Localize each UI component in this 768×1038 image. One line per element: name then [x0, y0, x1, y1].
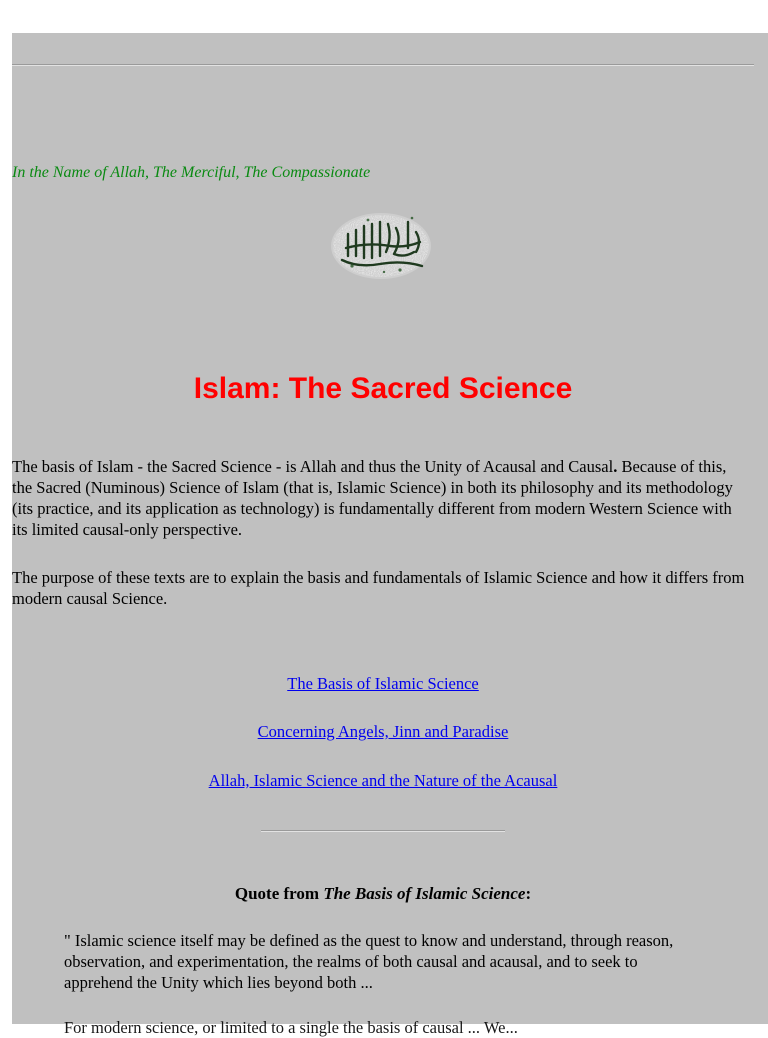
quote-heading-suffix: : [525, 884, 532, 903]
intro-paragraph-text: The basis of Islam - the Sacred Science - is Allah and thus the Unity of Acausal and Causal [12, 457, 614, 476]
quote-heading [12, 884, 754, 904]
basmala-calligraphy-image [328, 208, 434, 284]
intro-paragraph [12, 456, 748, 540]
top-horizontal-rule [12, 64, 754, 66]
page-title: Islam: The Sacred Science [193, 372, 573, 405]
quote-text-continued: For modern science, or limited to a single the basis of causal ... We... [64, 1018, 518, 1037]
link-angels-jinn-paradise[interactable]: Concerning Angels, Jinn and Paradise [257, 722, 509, 741]
purpose-paragraph: The purpose of these texts are to explain the basis and fundamentals of Islamic Science and how it differs from modern causal Science. [12, 568, 745, 608]
quote-heading-prefix: Quote from [234, 884, 324, 903]
document-page [12, 33, 768, 1037]
intro-paragraph-bold-period: . [613, 457, 618, 476]
link-allah-islamic-science-acausal[interactable]: Allah, Islamic Science and the Nature of the Acausal [208, 771, 558, 790]
intro-paragraph-rest: Because of this, the Sacred (Numinous) Science of Islam (that is, Islamic Science) in both its philosophy and its methodology (its practice, and its application as technology) is fundamentally different from modern Western Science with its limited causal-only perspective. [12, 457, 733, 539]
invocation-text: In the Name of Allah, The Merciful, The Compassionate [12, 164, 371, 181]
quote-text: " Islamic science itself may be defined as the quest to know and understand, through reason, observation, and experimentation, the realms of both causal and acausal, and to seek to apprehend the Unity which lies beyond both ... [64, 931, 674, 992]
quote-heading-title: The Basis of Islamic Science [323, 884, 526, 903]
middle-horizontal-rule [261, 830, 505, 832]
link-basis-of-islamic-science[interactable]: The Basis of Islamic Science [287, 674, 479, 693]
